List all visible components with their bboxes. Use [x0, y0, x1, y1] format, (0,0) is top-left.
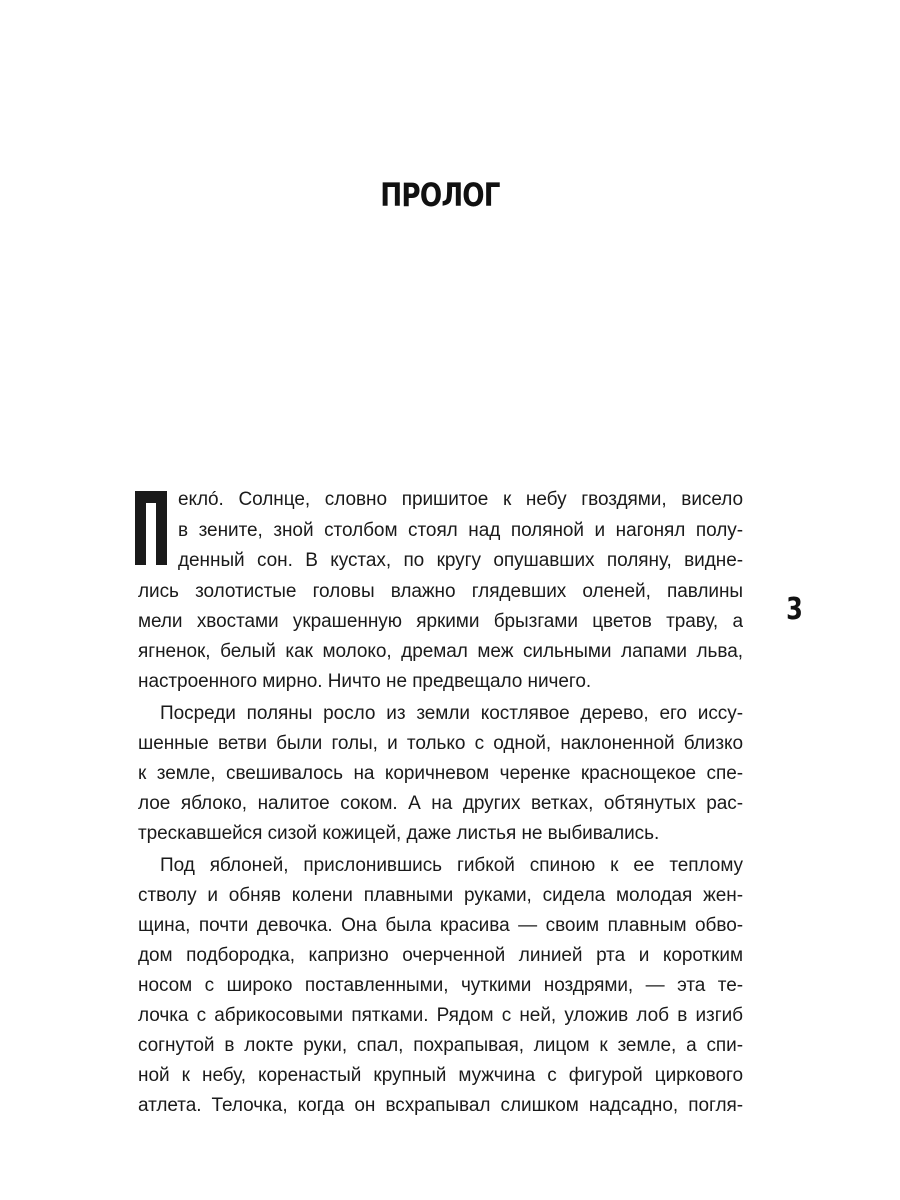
text-line: щина, почти девочка. Она была красива — своим плавным обво- — [138, 915, 743, 936]
text-line: дом подбородка, капризно очерченной линией рта и коротким — [138, 945, 743, 966]
text-line: атлета. Телочка, когда он всхрапывал слишком надсадно, погля- — [138, 1095, 743, 1116]
text-line: согнутой в локте руки, спал, похрапывая, лицом к земле, а спи- — [138, 1035, 743, 1056]
text-line: в зените, зной столбом стоял над поляной и нагонял полу- — [178, 520, 743, 541]
text-line: Под яблоней, прислонившись гибкой спиною к ее теплому — [160, 855, 743, 876]
text-line: Посреди поляны росло из земли костлявое дерево, его иссу- — [160, 703, 743, 724]
text-line: шенные ветви были голы, и только с одной, наклоненной близко — [138, 733, 743, 754]
text-line: денный сон. В кустах, по кругу опушавших поляну, видне- — [178, 550, 743, 571]
text-line: настроенного мирно. Ничто не предвещало ничего. — [138, 671, 592, 692]
text-line: трескавшейся сизой кожицей, даже листья не выбивались. — [138, 823, 660, 844]
page-number: 3 — [786, 592, 803, 627]
text-line: лись золотистые головы влажно глядевших оленей, павлины — [138, 581, 743, 602]
text-line: лое яблоко, налитое соком. А на других ветках, обтянутых рас- — [138, 793, 743, 814]
text-line: ной к небу, коренастый крупный мужчина с фигурой циркового — [138, 1065, 743, 1086]
text-line: носом с широко поставленными, чуткими ноздрями, — эта те- — [138, 975, 743, 996]
text-line: лочка с абрикосовыми пятками. Рядом с ней, уложив лоб в изгиб — [138, 1005, 743, 1026]
text-line: ягненок, белый как молоко, дремал меж сильными лапами льва, — [138, 641, 743, 662]
text-line: стволу и обняв колени плавными руками, сидела молодая жен- — [138, 885, 743, 906]
text-line: еклó. Солнце, словно пришитое к небу гвоздями, висело — [178, 489, 743, 510]
drop-cap-letter — [135, 491, 167, 565]
chapter-title: ПРОЛОГ — [380, 176, 500, 214]
text-line: к земле, свешивалось на коричневом черенке краснощекое спе- — [138, 763, 743, 784]
text-line: мели хвостами украшенную яркими брызгами цветов траву, а — [138, 611, 743, 632]
